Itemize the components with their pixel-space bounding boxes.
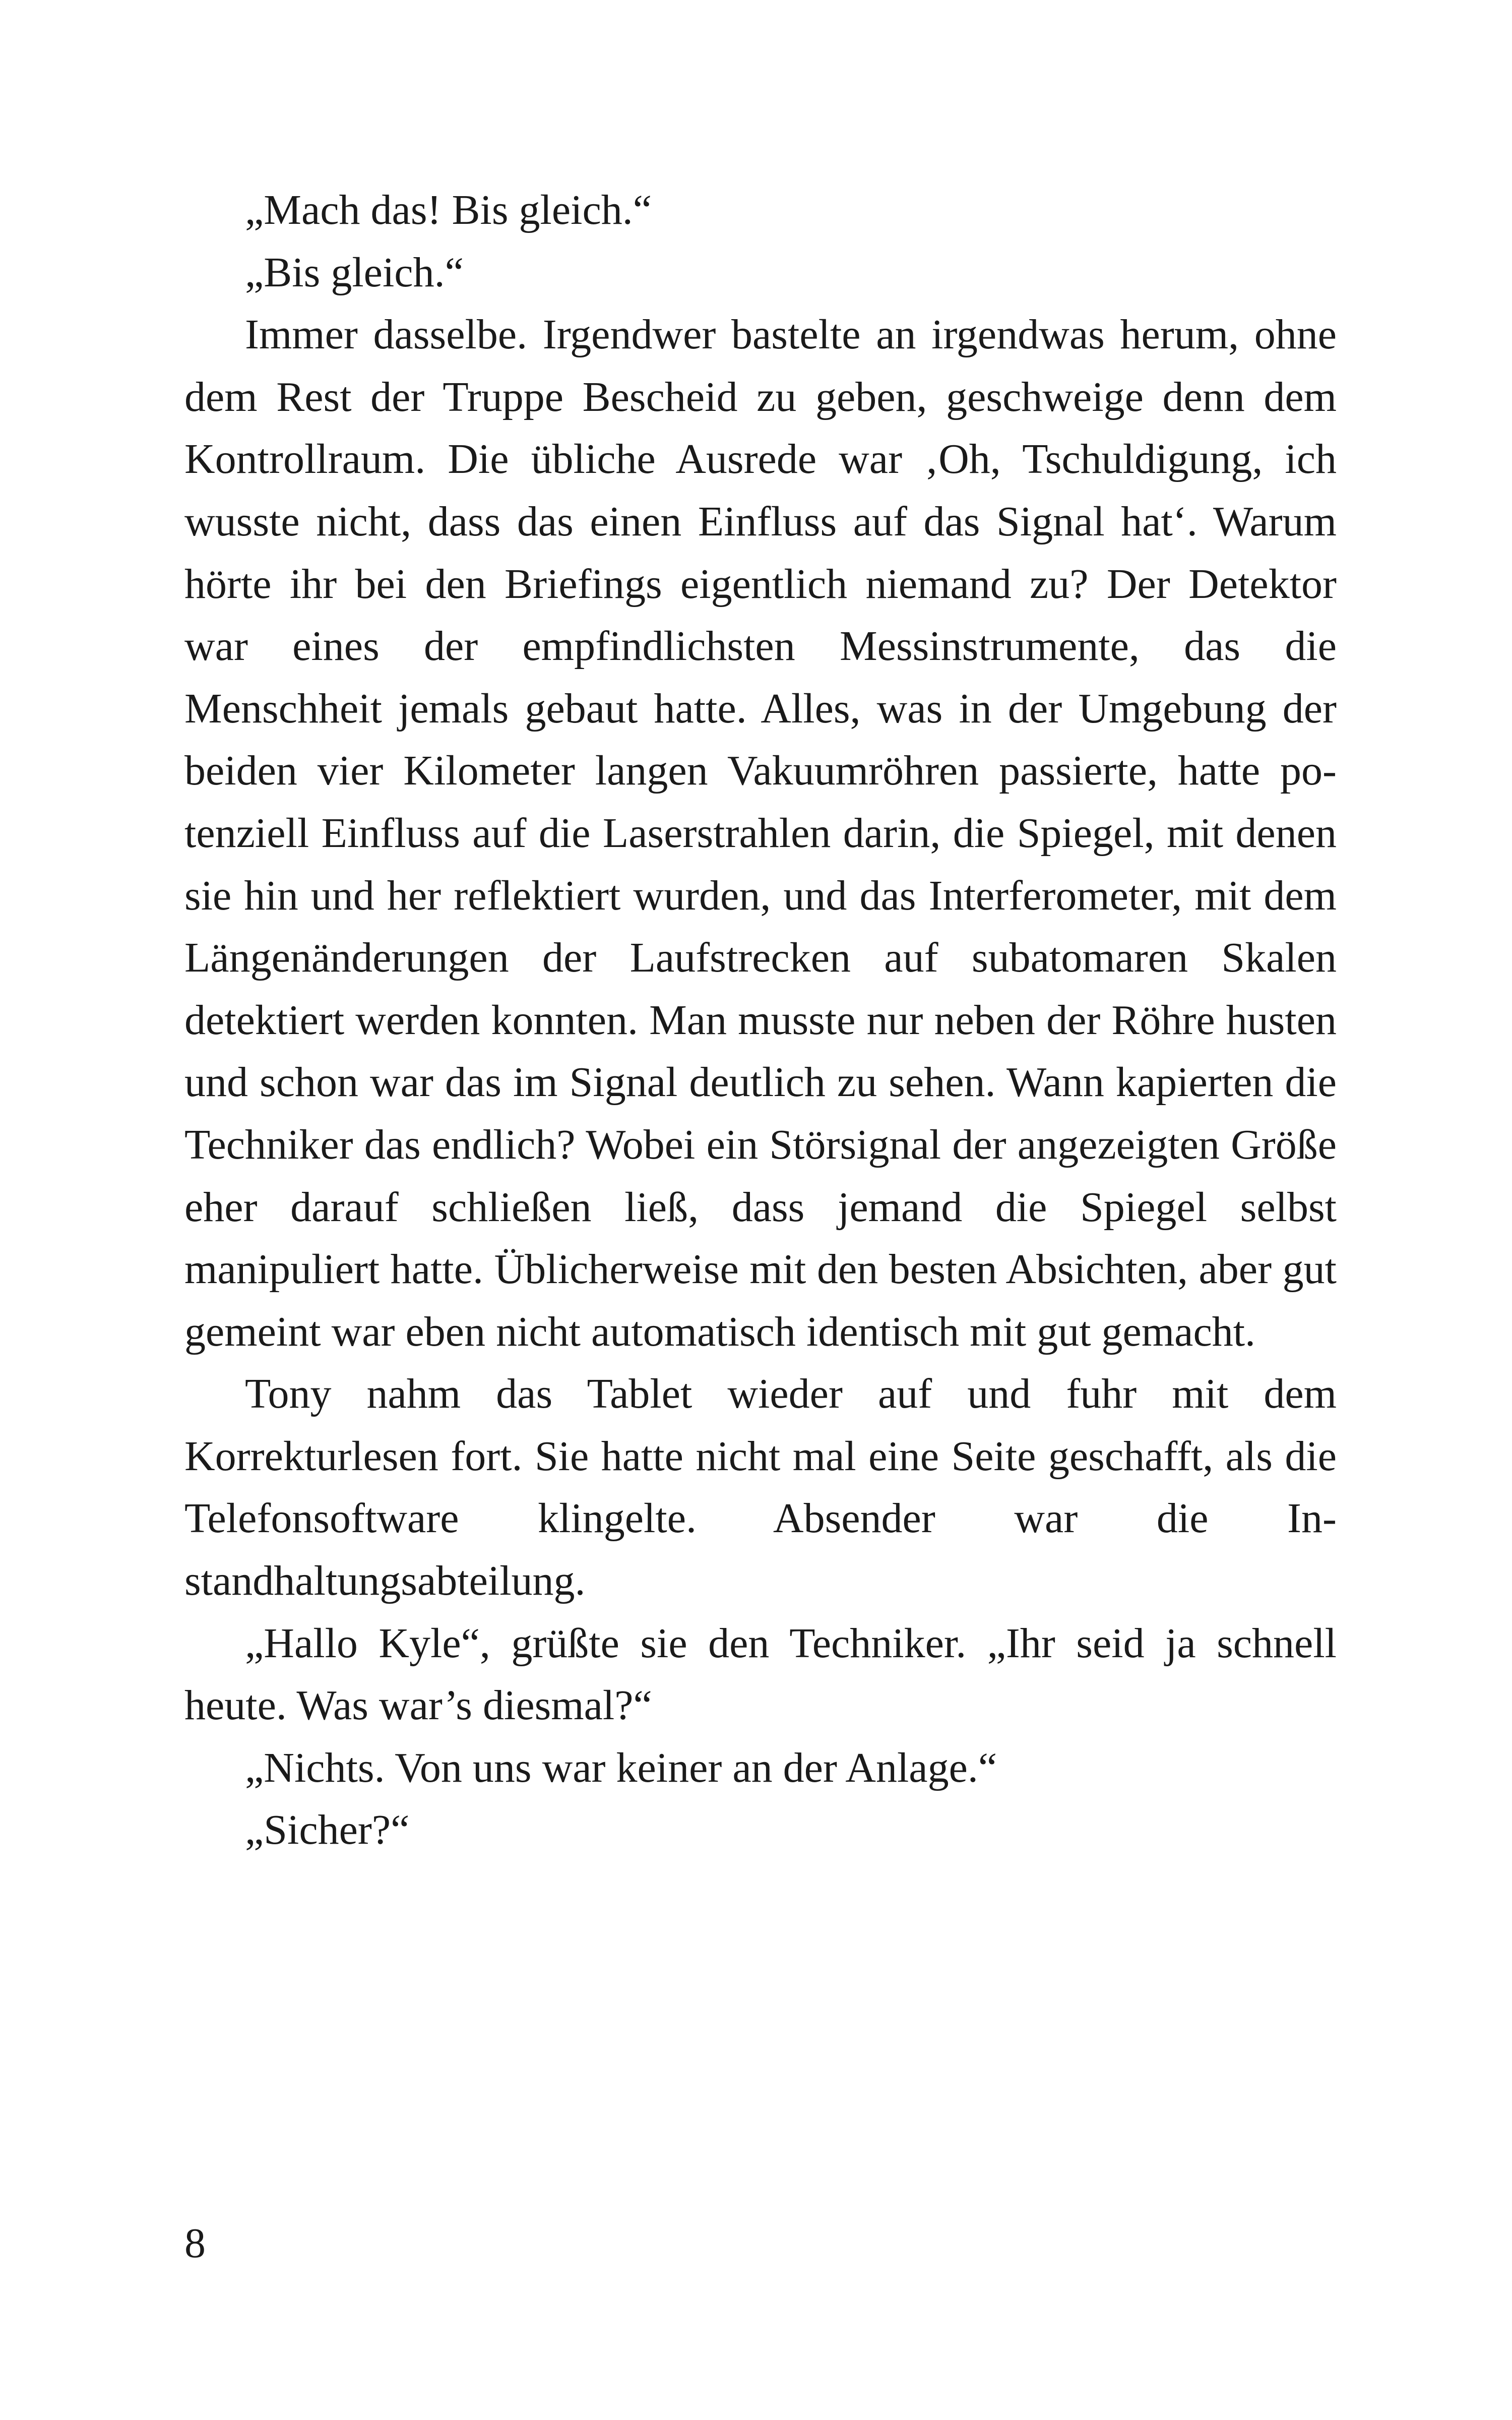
paragraph: „Mach das! Bis gleich.“ <box>245 187 652 233</box>
paragraph: Immer dasselbe. Irgendwer bastelte an irgendwas herum, ohne dem Rest der Truppe Bescheid zu geben, geschweige denn dem Kontrollraum. Die übliche Ausrede war ‚Oh, Tschuldigung, ich wusste nicht, dass das einen Einfluss auf das Signal hat‘. Warum hörte ihr bei den Briefings eigentlich niemand zu? Der Detektor war eines der empfindlichsten Messinstrumente, das die Menschheit jemals gebaut hatte. Alles, was in der Umgebung der beiden vier Kilometer langen Vakuumröhren passierte, hatte potenziell Einfluss auf die Laserstrahlen darin, die Spiegel, mit denen sie hin und her reflektiert wurden, und das Interferometer, mit dem Längenänderungen der Laufstrecken auf subatomaren Skalen detektiert werden konnten. Man musste nur neben der Röhre husten und schon war das im Signal deutlich zu sehen. Wann kapierten die Techniker das endlich? Wobei ein Störsignal der angezeigten Größe eher darauf schließen ließ, dass jemand die Spiegel selbst manipuliert hatte. Üblicherweise mit den besten Absichten, aber gut gemeint war eben nicht automatisch identisch mit gut gemacht. <box>184 311 1337 1355</box>
paragraph: „Sicher?“ <box>245 1806 410 1854</box>
paragraph: „Bis gleich.“ <box>245 249 464 296</box>
paragraph: „Hallo Kyle“, grüßte sie den Techniker. „Ihr seid ja schnell heute. Was war’s diesmal?“ <box>184 1619 1337 1729</box>
body-text <box>184 179 1337 1861</box>
paragraph: Tony nahm das Tablet wieder auf und fuhr mit dem Korrekturlesen fort. Sie hatte nicht mal eine Seite geschafft, als die Telefonsoftware klingelte. Absender war die Instandhaltungsabteilung. <box>184 1370 1337 1605</box>
paragraph: „Nichts. Von uns war keiner an der Anlage.“ <box>245 1744 997 1791</box>
page-number: 8 <box>184 2220 206 2267</box>
